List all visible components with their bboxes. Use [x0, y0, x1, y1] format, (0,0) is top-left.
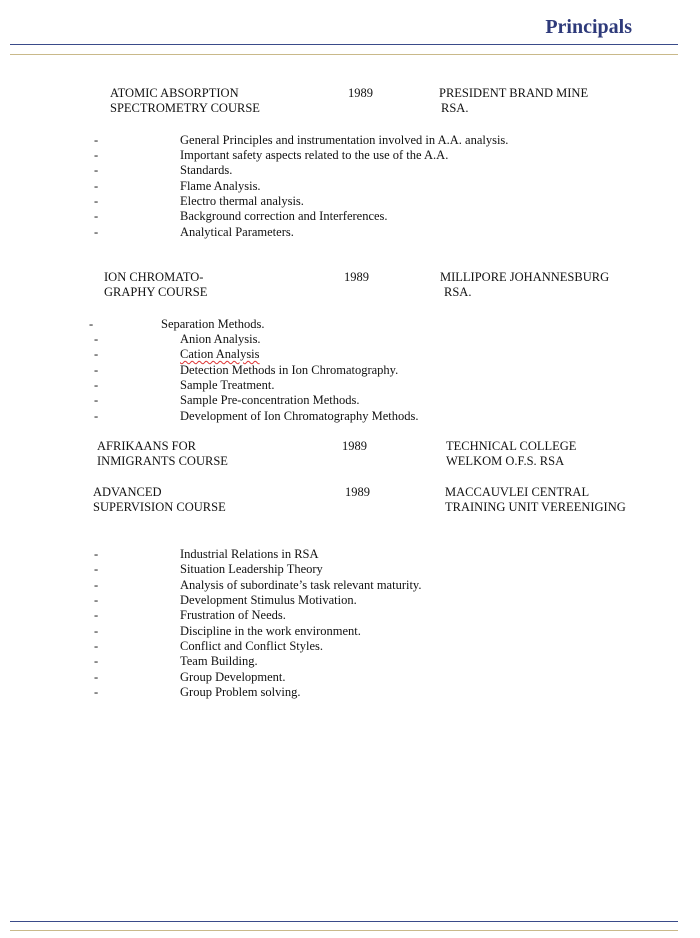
course-venue	[439, 86, 588, 117]
course-name	[93, 485, 226, 516]
topic-text: Detection Methods in Ion Chromatography.	[180, 363, 399, 377]
bullet-dash: -	[94, 685, 99, 699]
footer-rule-gold	[10, 930, 678, 931]
topic-text: Group Problem solving.	[180, 685, 301, 699]
topic-text: Development of Ion Chromatography Methods.	[180, 409, 419, 423]
course-year: 1989	[344, 270, 369, 284]
topic-text: Standards.	[180, 163, 233, 177]
topic-text: Electro thermal analysis.	[180, 194, 304, 208]
bullet-dash: -	[94, 578, 99, 592]
course-name	[97, 439, 228, 470]
course-venue-line: WELKOM O.F.S. RSA	[446, 454, 565, 469]
course-name-line: AFRIKAANS FOR	[97, 439, 196, 453]
course-name	[104, 270, 207, 301]
course-venue-line: MILLIPORE JOHANNESBURG	[440, 270, 610, 284]
course-venue-line: RSA.	[441, 101, 469, 116]
course-name-line: SPECTROMETRY COURSE	[110, 101, 260, 116]
course-year: 1989	[348, 86, 373, 100]
bullet-dash: -	[94, 133, 99, 147]
course-venue	[446, 439, 576, 470]
header-rule-gold	[10, 54, 678, 55]
topic-text: Cation Analysis	[180, 347, 260, 361]
footer-rule-blue	[10, 921, 678, 922]
topic-text: Development Stimulus Motivation.	[180, 593, 357, 607]
course-venue	[440, 270, 609, 301]
course-name	[110, 86, 260, 117]
bullet-dash: -	[94, 378, 99, 392]
course-venue-line: PRESIDENT BRAND MINE	[439, 86, 589, 100]
bullet-dash: -	[94, 148, 99, 162]
course-name-line: INMIGRANTS COURSE	[97, 454, 228, 469]
topic-text: Anion Analysis.	[180, 332, 261, 346]
topic-text: Important safety aspects related to the use of the A.A.	[180, 148, 449, 162]
bullet-dash: -	[94, 209, 99, 223]
header-rule-blue	[10, 44, 678, 45]
bullet-dash: -	[94, 654, 99, 668]
bullet-dash: -	[94, 163, 99, 177]
bullet-dash: -	[89, 317, 94, 331]
course-name-line: SUPERVISION COURSE	[93, 500, 226, 515]
course-year: 1989	[342, 439, 367, 453]
topic-text: Conflict and Conflict Styles.	[180, 639, 324, 653]
course-venue-line: MACCAUVLEI CENTRAL	[445, 485, 590, 499]
bullet-dash: -	[94, 593, 99, 607]
course-venue	[445, 485, 626, 516]
topic-text: Analysis of subordinate’s task relevant maturity.	[180, 578, 422, 592]
topic-text: Sample Treatment.	[180, 378, 275, 392]
course-name-line: GRAPHY COURSE	[104, 285, 208, 300]
course-name-line: ATOMIC ABSORPTION	[110, 86, 239, 100]
topic-text: Separation Methods.	[161, 317, 265, 331]
bullet-dash: -	[94, 409, 99, 423]
topic-text: Discipline in the work environment.	[180, 624, 361, 638]
topic-text: Flame Analysis.	[180, 179, 261, 193]
course-venue-line: TRAINING UNIT VEREENIGING	[445, 500, 626, 515]
bullet-dash: -	[94, 562, 99, 576]
topic-text: Situation Leadership Theory	[180, 562, 323, 576]
course-name-line: ION CHROMATO-	[104, 270, 204, 284]
topic-text: General Principles and instrumentation involved in A.A. analysis.	[180, 133, 509, 147]
bullet-dash: -	[94, 639, 99, 653]
topic-text: Team Building.	[180, 654, 258, 668]
bullet-dash: -	[94, 363, 99, 377]
bullet-dash: -	[94, 547, 99, 561]
bullet-dash: -	[94, 347, 99, 361]
bullet-dash: -	[94, 393, 99, 407]
bullet-dash: -	[94, 225, 99, 239]
topic-text: Industrial Relations in RSA	[180, 547, 319, 561]
bullet-dash: -	[94, 332, 99, 346]
bullet-dash: -	[94, 624, 99, 638]
topic-text: Frustration of Needs.	[180, 608, 286, 622]
course-venue-line: TECHNICAL COLLEGE	[446, 439, 577, 453]
course-year: 1989	[345, 485, 370, 499]
course-name-line: ADVANCED	[93, 485, 162, 499]
bullet-dash: -	[94, 179, 99, 193]
topic-text: Analytical Parameters.	[180, 225, 294, 239]
page-title: Principals	[545, 16, 632, 38]
course-venue-line: RSA.	[444, 285, 472, 300]
topic-text: Group Development.	[180, 670, 286, 684]
bullet-dash: -	[94, 608, 99, 622]
topic-text: Background correction and Interferences.	[180, 209, 388, 223]
bullet-dash: -	[94, 194, 99, 208]
bullet-dash: -	[94, 670, 99, 684]
topic-text: Sample Pre-concentration Methods.	[180, 393, 360, 407]
